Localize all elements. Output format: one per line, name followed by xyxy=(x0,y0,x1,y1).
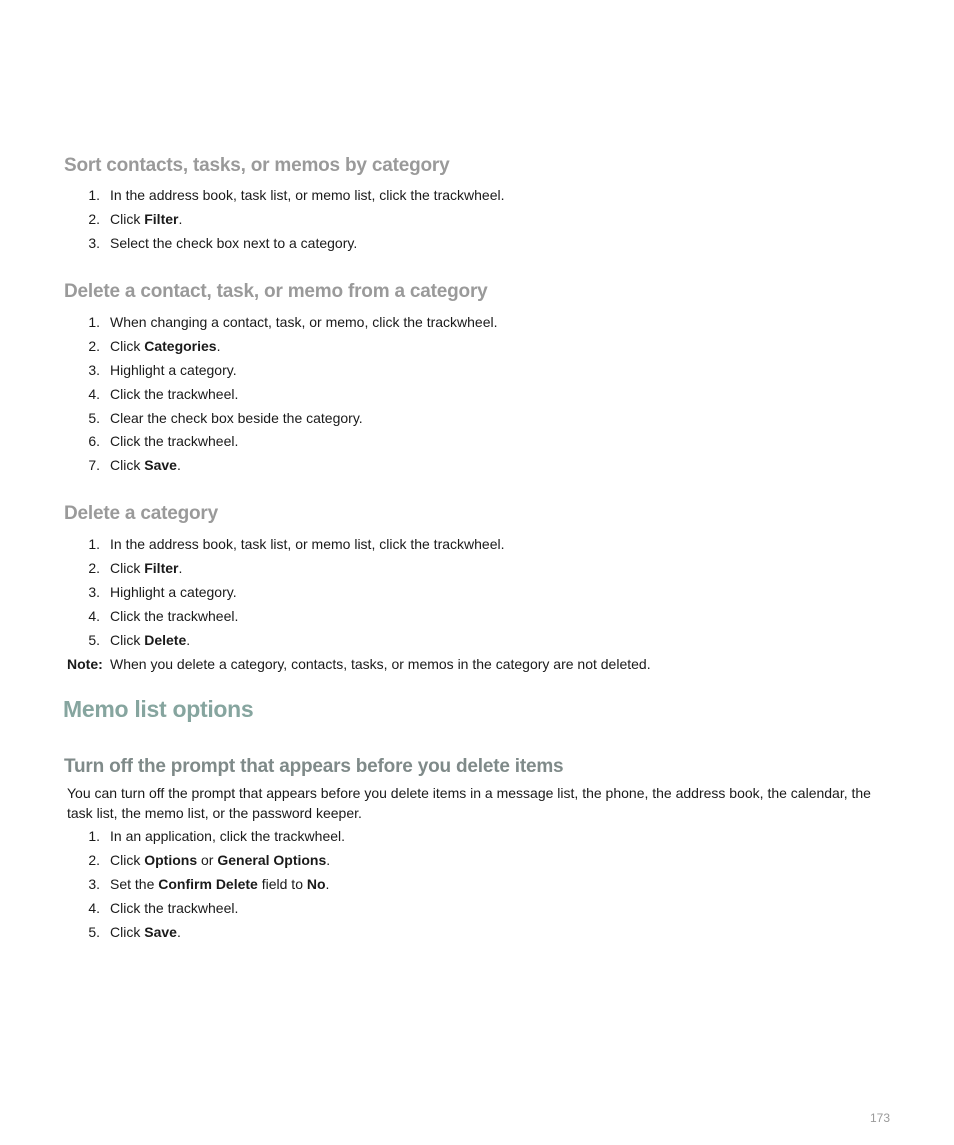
step-number: 4. xyxy=(88,385,100,402)
step-text-segment: Click xyxy=(110,559,145,576)
list-item xyxy=(0,184,900,208)
ui-term: Options xyxy=(144,851,198,868)
chapter-title: Memo list options xyxy=(63,696,254,722)
step-text xyxy=(110,605,238,629)
step-text-segment: Click xyxy=(110,631,145,648)
step-number: 5. xyxy=(88,923,100,940)
steps-list-sort-by-category xyxy=(0,184,900,256)
step-text-segment: Highlight a category. xyxy=(110,583,237,600)
step-text-segment: Click the trackwheel. xyxy=(110,607,239,624)
step-text xyxy=(110,184,505,208)
step-text-segment: Highlight a category. xyxy=(110,361,237,378)
step-text xyxy=(110,383,238,407)
ui-term: Confirm Delete xyxy=(158,875,258,892)
ui-term: Delete xyxy=(144,631,187,648)
step-number: 2. xyxy=(88,337,100,354)
note-label: Note: xyxy=(67,656,103,672)
step-number: 2. xyxy=(88,559,100,576)
step-text-segment: Click xyxy=(110,210,145,227)
step-text xyxy=(110,581,237,605)
step-text xyxy=(110,557,182,581)
step-text-segment: . xyxy=(176,923,181,940)
step-text xyxy=(110,311,498,335)
step-text-segment: Set the xyxy=(110,875,159,892)
step-text xyxy=(110,407,363,431)
list-item xyxy=(0,629,900,653)
section-heading-turn-off-prompt: Turn off the prompt that appears before you delete items xyxy=(64,756,564,777)
step-text-segment: In the address book, task list, or memo list, click the trackwheel. xyxy=(110,187,505,203)
list-item xyxy=(0,825,900,849)
step-text-segment: Select the check box next to a category. xyxy=(110,234,358,251)
steps-list-delete-category xyxy=(0,533,900,652)
step-text xyxy=(110,232,357,256)
step-text xyxy=(110,430,238,454)
list-item xyxy=(0,897,900,921)
list-item xyxy=(0,873,900,897)
ui-term: Save xyxy=(144,923,177,940)
list-item xyxy=(0,430,900,454)
step-text-segment: Click the trackwheel. xyxy=(110,433,239,450)
step-text xyxy=(110,825,345,849)
step-text-segment: field to xyxy=(257,875,307,892)
list-item xyxy=(0,359,900,383)
step-number: 7. xyxy=(88,457,100,474)
list-item xyxy=(0,232,900,256)
note xyxy=(0,652,900,676)
step-number: 5. xyxy=(88,631,100,648)
section-heading-delete-from-category: Delete a contact, task, or memo from a category xyxy=(64,281,488,302)
step-text-segment: . xyxy=(178,210,183,227)
step-text-segment: Click xyxy=(110,851,145,868)
ui-term: General Options xyxy=(217,851,327,868)
step-text-segment: Click the trackwheel. xyxy=(110,385,239,402)
list-item xyxy=(0,335,900,359)
step-text xyxy=(110,208,182,232)
step-number: 1. xyxy=(88,187,100,203)
step-text-segment: Click xyxy=(110,337,145,354)
step-number: 3. xyxy=(88,583,100,600)
steps-list-turn-off-prompt xyxy=(0,825,900,944)
list-item xyxy=(0,208,900,232)
list-item xyxy=(0,921,900,945)
step-text xyxy=(110,533,505,557)
step-text xyxy=(110,897,238,921)
step-text-segment: . xyxy=(176,457,181,474)
step-number: 6. xyxy=(88,433,100,450)
step-text-segment: . xyxy=(178,559,183,576)
step-text-segment: . xyxy=(186,631,191,648)
step-number: 1. xyxy=(88,536,100,552)
step-text-segment: In the address book, task list, or memo list, click the trackwheel. xyxy=(110,536,505,552)
list-item xyxy=(0,849,900,873)
step-number: 2. xyxy=(88,210,100,227)
ui-term: No xyxy=(306,875,326,892)
step-text-segment: or xyxy=(197,851,218,868)
note-text: When you delete a category, contacts, tasks, or memos in the category are not deleted. xyxy=(110,656,651,672)
step-text xyxy=(110,454,181,478)
step-text-segment: In an application, click the trackwheel. xyxy=(110,828,346,844)
ui-term: Categories xyxy=(144,337,217,354)
step-number: 1. xyxy=(88,828,100,844)
step-text xyxy=(110,849,330,873)
step-text-segment: Clear the check box beside the category. xyxy=(110,409,363,426)
step-number: 4. xyxy=(88,899,100,916)
step-text-segment: . xyxy=(325,875,330,892)
step-number: 2. xyxy=(88,851,100,868)
ui-term: Filter xyxy=(144,559,179,576)
list-item xyxy=(0,581,900,605)
steps-list-delete-from-category xyxy=(0,311,900,478)
step-text xyxy=(110,335,220,359)
step-number: 3. xyxy=(88,361,100,378)
page-number: 173 xyxy=(869,1111,890,1125)
list-item xyxy=(0,557,900,581)
step-number: 3. xyxy=(88,875,100,892)
ui-term: Filter xyxy=(144,210,179,227)
list-item xyxy=(0,454,900,478)
step-text-segment: Click xyxy=(110,923,145,940)
list-item xyxy=(0,407,900,431)
step-text-segment: . xyxy=(216,337,221,354)
list-item xyxy=(0,605,900,629)
step-text xyxy=(110,873,329,897)
section-heading-delete-category: Delete a category xyxy=(64,503,218,524)
ui-term: Save xyxy=(144,457,177,474)
step-text-segment: Click xyxy=(110,457,145,474)
step-number: 1. xyxy=(88,314,100,330)
step-text xyxy=(110,921,181,945)
step-text xyxy=(110,629,190,653)
step-number: 4. xyxy=(88,607,100,624)
step-number: 5. xyxy=(88,409,100,426)
step-text-segment: When changing a contact, task, or memo, click the trackwheel. xyxy=(110,314,498,330)
intro-paragraph: You can turn off the prompt that appears before you delete items in a message list, the phone, the address book, the calendar, the task list, the memo list, or the password keeper. xyxy=(67,785,871,821)
step-text xyxy=(110,359,237,383)
list-item xyxy=(0,533,900,557)
step-text-segment: Click the trackwheel. xyxy=(110,899,239,916)
list-item xyxy=(0,383,900,407)
list-item xyxy=(0,311,900,335)
step-number: 3. xyxy=(88,234,100,251)
step-text-segment: . xyxy=(326,851,331,868)
section-heading-sort-by-category: Sort contacts, tasks, or memos by category xyxy=(64,155,450,176)
